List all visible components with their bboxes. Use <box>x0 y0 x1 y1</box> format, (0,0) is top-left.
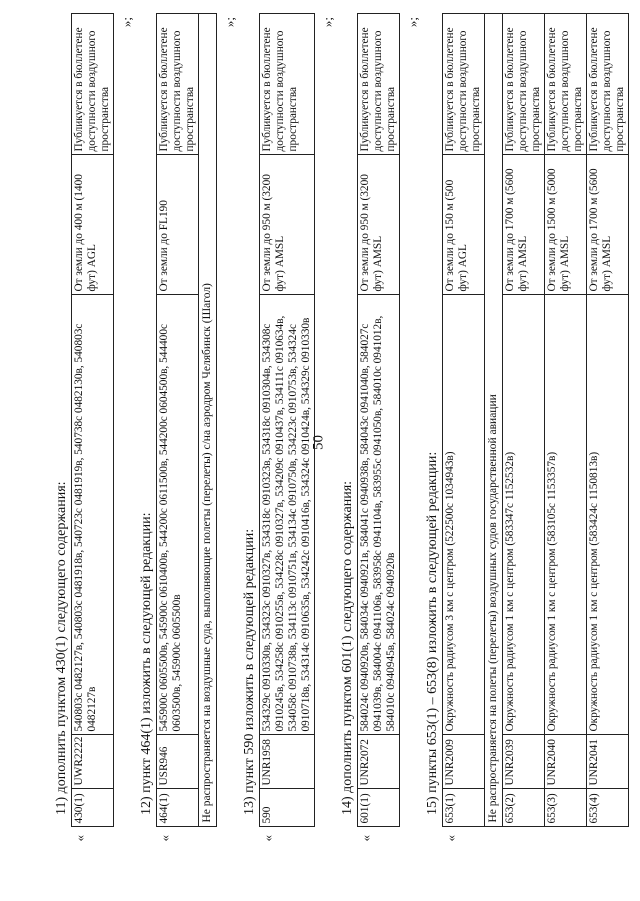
row-altitude: От земли до FL190 <box>157 155 199 295</box>
row-area: 534329с 0910330в, 534323с 0910327в, 534318с 0910323в, 534318с 0910304в, 534308с 0910245в, 534258с 0910255в, 534228с 0910327в, 534209с 0910437в, 534111с 0910634в, 534058с 0910738в, 534113с 0910751в, 534134с 0910750в, 534223с 0910753в, 534324с 0910718в, 534314с 0910635в, 534242с 0910416в, 534324с 0910424в, 534329с 0910330в <box>260 295 315 735</box>
quote-close: »; <box>320 17 335 28</box>
section-table <box>259 14 335 850</box>
section-heading: 15) пункты 653(1) – 653(8) изложить в следующей редакции: <box>425 451 440 815</box>
section-15 <box>423 14 629 849</box>
row-altitude: От земли до 400 м (1400 фут) AGL <box>72 155 114 295</box>
quote-close: »; <box>119 17 134 28</box>
table-row <box>503 14 545 849</box>
note-row <box>485 14 503 849</box>
section-12 <box>137 14 237 849</box>
row-area: 540803с 0482127в, 540803с 0481918в, 540723с 0481919в, 540738с 0482130в, 540803с 0482127в <box>72 295 114 735</box>
row-publication: Публикуется в бюллетене доступности воздушного пространства <box>443 14 485 155</box>
table-row <box>72 14 114 849</box>
row-area: Окружность радиусом 1 км с центром (583347с 1152532в) <box>503 295 545 735</box>
row-id: 590 <box>260 789 315 827</box>
row-altitude: От земли до 1700 м (5600 фут) AMSL <box>587 155 629 295</box>
quote-close: »; <box>222 17 237 28</box>
row-altitude: От земли до 1700 м (5600 фут) AMSL <box>503 155 545 295</box>
quote-close: »; <box>405 17 420 28</box>
row-area: Окружность радиусом 3 км с центром (522500с 1034943в) <box>443 295 485 735</box>
section-table <box>156 14 237 850</box>
section-heading: 11) дополнить пунктом 430(1) следующего содержания: <box>54 481 69 815</box>
row-publication: Публикуется в бюллетене доступности воздушного пространства <box>503 14 545 155</box>
table-row <box>443 14 485 849</box>
section-14 <box>338 14 420 849</box>
table-row <box>157 14 199 849</box>
row-altitude: От земли до 950 м (3200 фут) AMSL <box>358 155 400 295</box>
table-row <box>358 14 400 849</box>
row-code: UNR2040 <box>545 735 587 789</box>
document-body <box>52 14 632 849</box>
row-id: 653(3) <box>545 789 587 827</box>
row-altitude: От земли до 1500 м (5000 фут) AMSL <box>545 155 587 295</box>
section-13 <box>240 14 335 849</box>
row-id: 653(1) <box>443 789 485 827</box>
row-id: 653(2) <box>503 789 545 827</box>
row-note: Не распространяется на воздушные суда, выполняющие полеты (перелеты) с/на аэродром Челябинск (Шагол) <box>199 14 217 827</box>
row-area: 545900с 0605500в, 545900с 0610400в, 544200с 0611500в, 544200с 0604500в, 544400с 0603500в, 545900с 0605500в <box>157 295 199 735</box>
row-code: UNR2072 <box>358 735 400 789</box>
row-code: UNR2039 <box>503 735 545 789</box>
page-number: 50 <box>310 435 327 450</box>
section-table <box>442 14 629 850</box>
row-code: USR946 <box>157 735 199 789</box>
row-code: UWR2222 <box>72 735 114 789</box>
section-heading: 13) пункт 590 изложить в следующей редакции: <box>242 528 257 815</box>
table-row <box>260 14 315 849</box>
section-heading: 14) дополнить пунктом 601(1) следующего содержания: <box>340 480 355 815</box>
section-table <box>357 14 420 850</box>
row-id: 430(1) <box>72 789 114 827</box>
quote-open: « <box>156 835 172 842</box>
row-publication: Публикуется в бюллетене доступности воздушного пространства <box>72 14 114 155</box>
row-publication: Публикуется в бюллетене доступности воздушного пространства <box>587 14 629 155</box>
row-publication: Публикуется в бюллетене доступности воздушного пространства <box>545 14 587 155</box>
row-area: Окружность радиусом 1 км с центром (583424с 1150813в) <box>587 295 629 735</box>
section-table <box>71 14 134 850</box>
row-id: 464(1) <box>157 789 199 827</box>
quote-open: « <box>442 835 458 842</box>
quote-open: « <box>71 835 87 842</box>
section-11 <box>52 14 134 849</box>
table-row <box>587 14 629 849</box>
table-row <box>545 14 587 849</box>
row-id: 653(4) <box>587 789 629 827</box>
row-note: Не распространяется на полеты (перелеты) воздушных судов государственной авиации <box>485 14 503 827</box>
row-publication: Публикуется в бюллетене доступности воздушного пространства <box>157 14 199 155</box>
row-altitude: От земли до 150 м (500 фут) AGL <box>443 155 485 295</box>
quote-open: « <box>357 835 373 842</box>
row-code: UNR2041 <box>587 735 629 789</box>
row-area: 584024с 0940920в, 584034с 0940921в, 584041с 0940938в, 584043с 0941040в, 584027с 0941039в, 584004с 0941106в, 583958с 0941104в, 583955с 0941050в, 584010с 0941012в, 584010с 0940945в, 584024с 0940920в <box>358 295 400 735</box>
row-publication: Публикуется в бюллетене доступности воздушного пространства <box>260 14 315 155</box>
note-row <box>199 14 217 849</box>
row-id: 601(1) <box>358 789 400 827</box>
section-heading: 12) пункт 464(1) изложить в следующей редакции: <box>139 512 154 815</box>
row-altitude: От земли до 950 м (3200 фут) AMSL <box>260 155 315 295</box>
row-code: UNR1958 <box>260 735 315 789</box>
quote-open: « <box>259 835 275 842</box>
row-code: UNR2009 <box>443 735 485 789</box>
row-publication: Публикуется в бюллетене доступности воздушного пространства <box>358 14 400 155</box>
row-area: Окружность радиусом 1 км с центром (583105с 1153357в) <box>545 295 587 735</box>
